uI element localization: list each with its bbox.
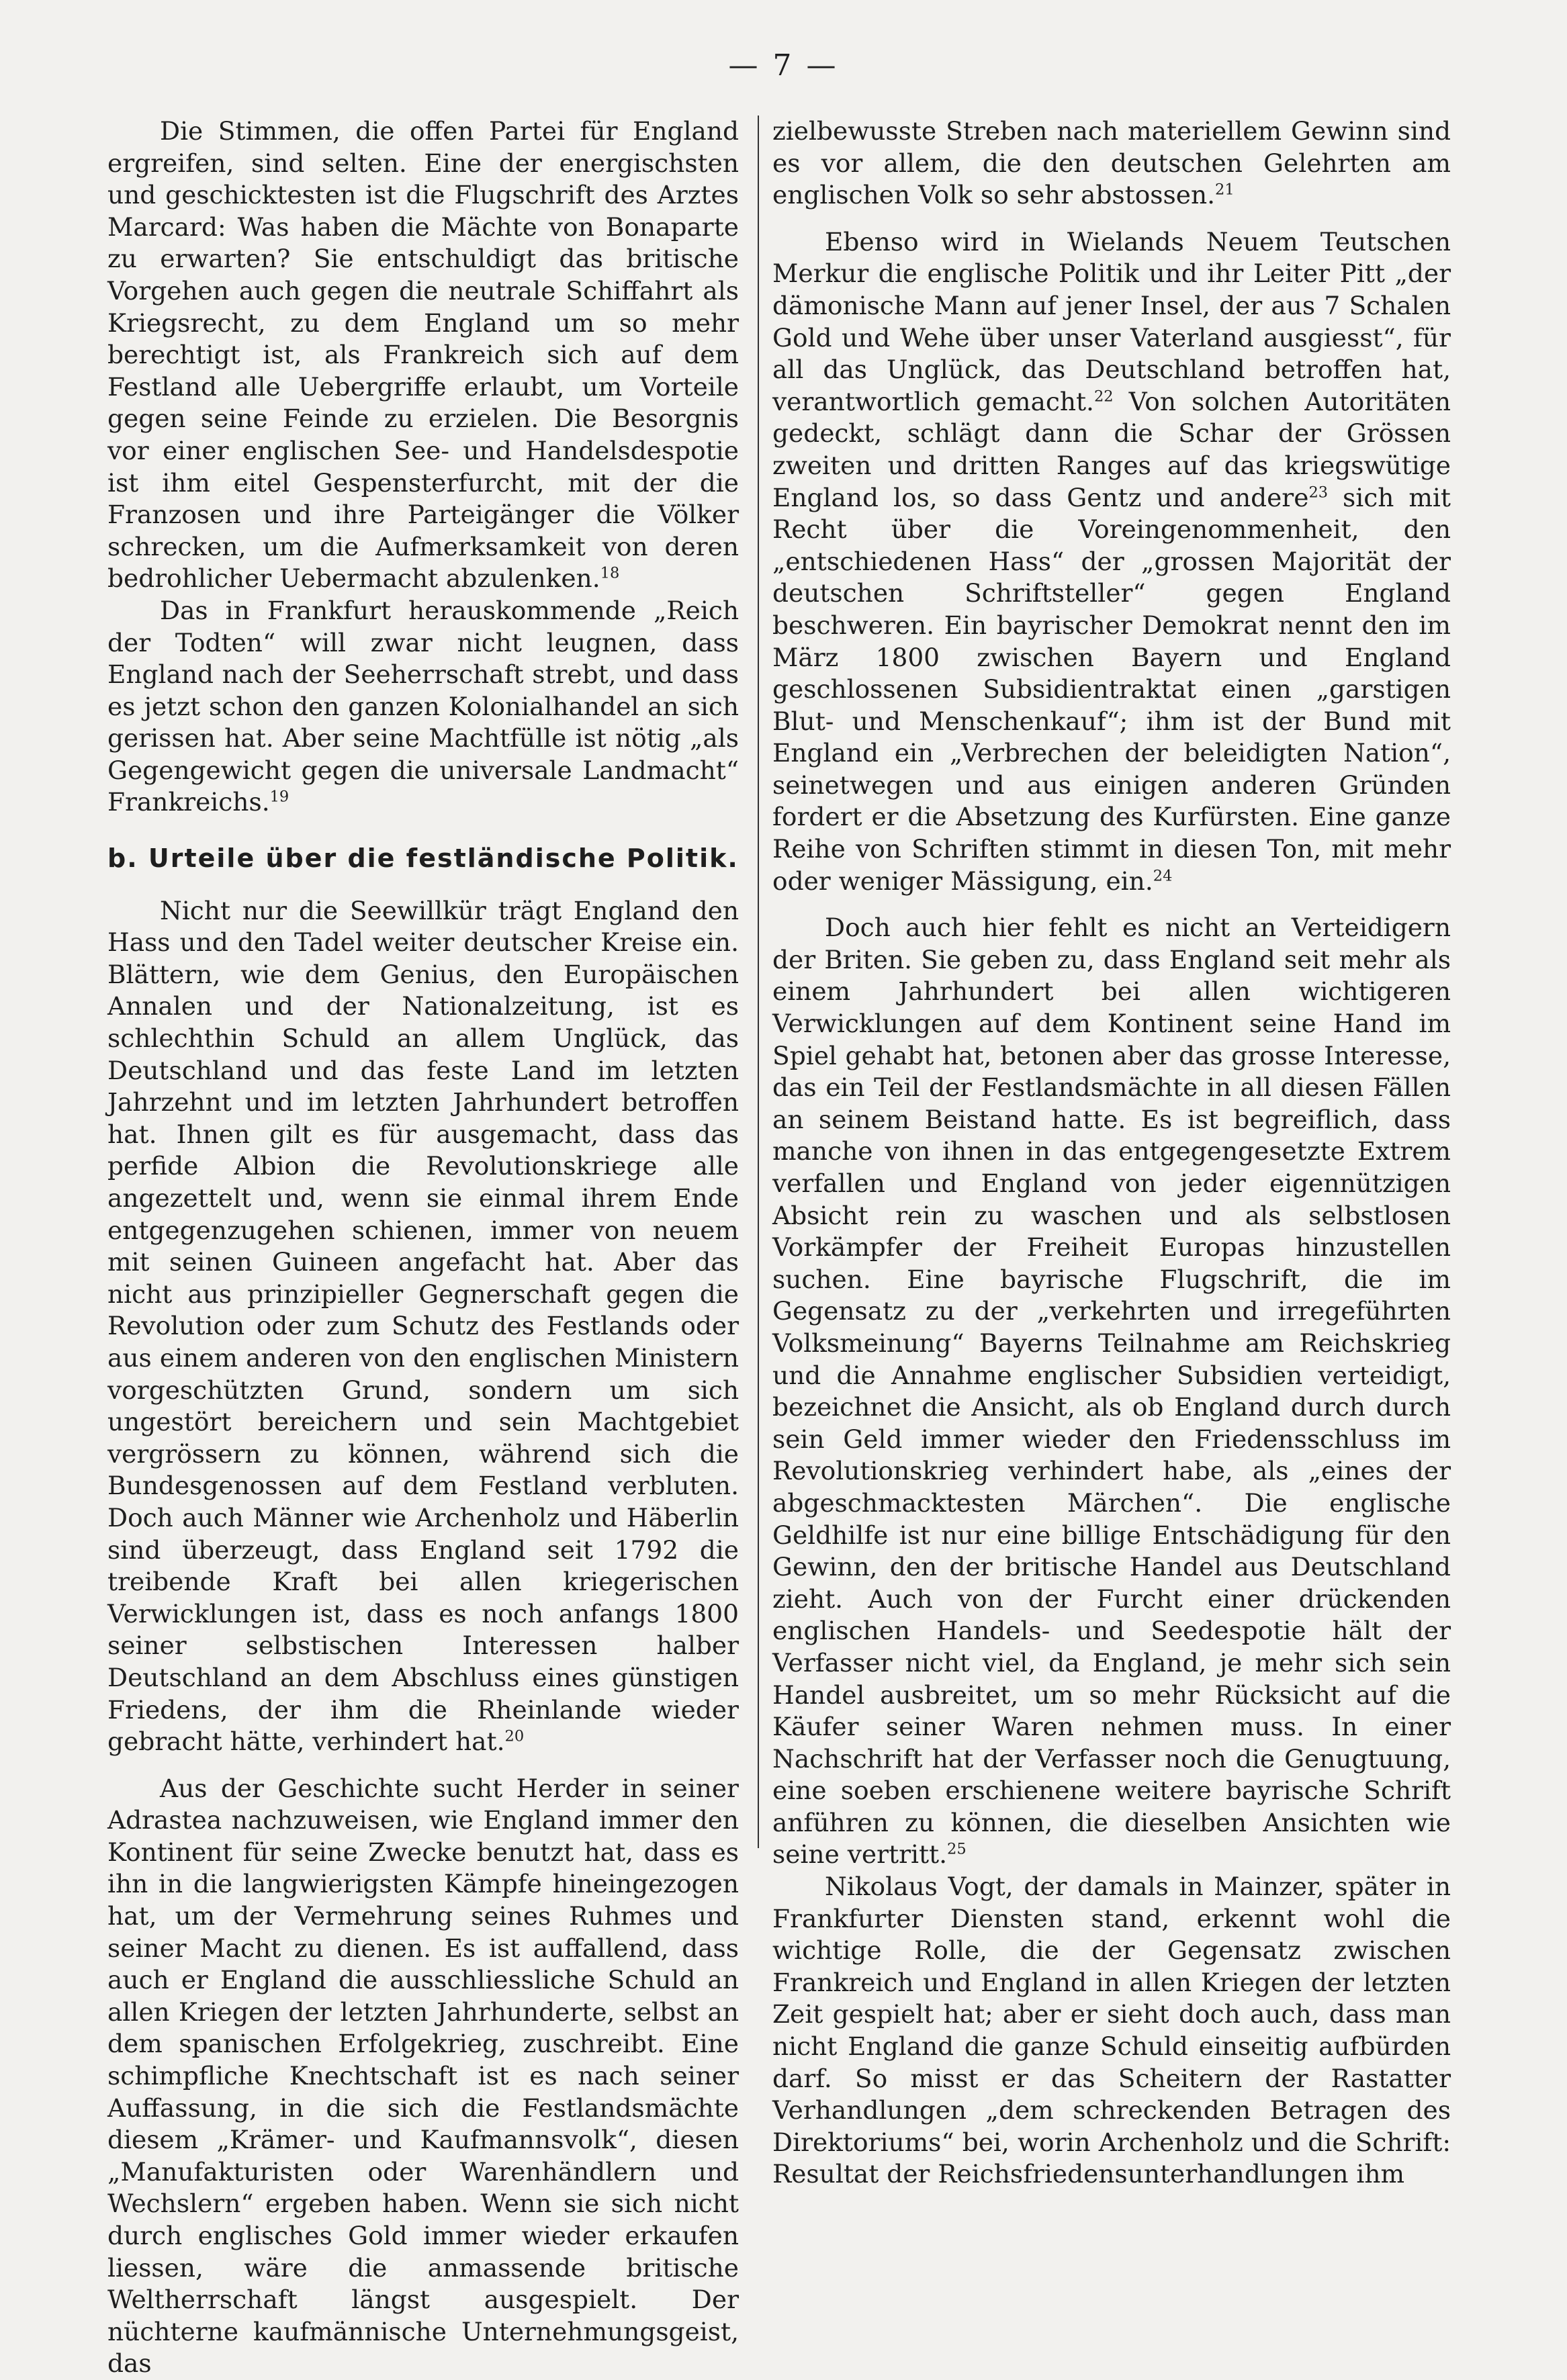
column-divider [758, 116, 759, 1848]
right-column [772, 116, 1451, 2191]
footnote-ref: 19 [269, 788, 289, 806]
section-heading: b. Urteile über die festländische Politik. [107, 843, 739, 874]
paragraph-text: Das in Frankfurt herauskommende „Reich der Todten“ will zwar nicht leugnen, dass England nach der Seeherrschaft strebt, und dass es jetzt schon den ganzen Kolonialhandel an sich gerissen hat. Aber seine Machtfülle ist nötig „als Gegengewicht gegen die universale Landmacht“ Frankreichs. [107, 595, 739, 817]
paragraph-text: Nicht nur die Seewillkür trägt England den Hass und den Tadel weiter deutscher Kreise ein. Blättern, wie dem Genius, den Europäischen Annalen und der Nationalzeitung, ist es schlechthin Schuld an allem Unglück, das Deutschland und das feste Land im letzten Jahrzehnt und im letzten Jahrhundert betroffen hat. Ihnen gilt es für ausgemacht, dass das perfide Albion die Revolutionskriege alle angezettelt und, wenn sie einmal ihrem Ende entgegenzugehen schienen, immer von neuem mit seinen Guineen angefacht hat. Aber das nicht aus prinzipieller Gegnerschaft gegen die Revolution oder zum Schutz des Festlands oder aus einem anderen von den englischen Ministern vorgeschützten Grund, sondern um sich ungestört bereichern und sein Machtgebiet vergrössern zu können, während sich die Bundesgenossen auf dem Festland verbluten. Doch auch Männer wie Archenholz und Häberlin sind überzeugt, dass England seit 1792 die treibende Kraft bei allen kriegerischen Verwicklungen ist, dass es noch anfangs 1800 seiner selbstischen Interessen halber Deutschland an dem Abschluss eines günstigen Friedens, der ihm die Rheinlande wieder gebracht hätte, verhindert hat. [107, 895, 739, 1757]
paragraph-text: sich mit Recht über die Voreingenommenheit, den „entschiedenen Hass“ der „grossen Majorität der deutschen Schriftsteller“ gegen England beschweren. Ein bayrischer Demokrat nennt den im März 1800 zwischen Bayern und England geschlossenen Subsidientraktat einen „garstigen Blut- und Menschenkauf“; ihm ist der Bund mit England ein „Verbrechen der beleidigten Nation“, seinetwegen und aus einigen anderen Gründen fordert er die Absetzung des Kurfürsten. Eine ganze Reihe von Schriften stimmt in diesen Ton, mit mehr oder weniger Mässigung, ein. [772, 482, 1451, 896]
paragraph [107, 1773, 739, 2380]
paragraph-text: zielbewusste Streben nach materiellem Gewinn sind es vor allem, die den deutschen Gelehrten am englischen Volk so sehr abstossen. [772, 116, 1451, 210]
paragraph-text: Aus der Geschichte sucht Herder in seiner Adrastea nachzuweisen, wie England immer den Kontinent für seine Zwecke benutzt hat, dass es ihn in die langwierigsten Kämpfe hineingezogen hat, um der Vermehrung seines Ruhmes und seiner Macht zu dienen. Es ist auffallend, dass auch er England die ausschliessliche Schuld an allen Kriegen der letzten Jahrhunderte, selbst an dem spanischen Erfolgekrieg, zuschreibt. Eine schimpfliche Knechtschaft ist es nach seiner Auffassung, in die sich die Festlandsmächte diesem „Krämer- und Kaufmannsvolk“, diesen „Manufakturisten oder Warenhändlern und Wechslern“ ergeben haben. Wenn sie sich nicht durch englisches Gold immer wieder erkaufen liessen, wäre die anmassende britische Weltherrschaft längst ausgespielt. Der nüchterne kaufmännische Unternehmungsgeist, das [107, 1773, 739, 2379]
paragraph [107, 116, 739, 595]
footnote-ref: 21 [1215, 181, 1235, 199]
footnote-ref: 22 [1093, 387, 1114, 406]
paragraph-text: Nikolaus Vogt, der damals in Mainzer, später in Frankfurter Diensten stand, erkennt wohl die wichtige Rolle, die der Gegensatz zwischen Frankreich und England in allen Kriegen der letzten Zeit gespielt hat; aber er sieht doch auch, dass man nicht England die ganze Schuld einseitig aufbürden darf. So misst er das Scheitern der Rastatter Verhandlungen „dem schreckenden Betragen des Direktoriums“ bei, worin Archenholz und die Schrift: Resultat der Reichsfriedensunterhandlungen ihm [772, 1872, 1451, 2189]
paragraph [772, 226, 1451, 897]
page-number: — 7 — [728, 48, 839, 83]
footnote-ref: 18 [600, 564, 620, 582]
paragraph [772, 912, 1451, 1871]
paragraph [772, 1871, 1451, 2191]
paragraph [107, 595, 739, 819]
footnote-ref: 24 [1153, 867, 1173, 885]
paragraph [772, 116, 1451, 212]
paragraph-text: Doch auch hier fehlt es nicht an Verteidigern der Briten. Sie geben zu, dass England seit mehr als einem Jahrhundert bei allen wichtigeren Verwicklungen auf dem Kontinent seine Hand im Spiel gehabt hat, betonen aber das grosse Interesse, das ein Teil der Festlandsmächte in all diesen Fällen an seinem Beistand hatte. Es ist begreiflich, dass manche von ihnen in das entgegengesetzte Extrem verfallen und England von jeder eigennützigen Absicht rein zu waschen und als selbstlosen Vorkämpfer der Freiheit Europas hinzustellen suchen. Eine bayrische Flugschrift, die im Gegensatz zu der „verkehrten und irregeführten Volksmeinung“ Bayerns Teilnahme am Reichskrieg und die Annahme englischer Subsidien verteidigt, bezeichnet die Ansicht, als ob England durch durch sein Geld immer wieder den Friedensschluss im Revolutionskrieg verhindert habe, als „eines der abgeschmacktesten Märchen“. Die englische Geldhilfe ist nur eine billige Entschädigung für den Gewinn, den der britische Handel aus Deutschland zieht. Auch von der Furcht einer drückenden englischen Handels- und Seedespotie hält der Verfasser nicht viel, da England, je mehr sich sein Handel ausbreitet, um so mehr Rücksicht auf die Käufer seiner Waren nehmen muss. In einer Nachschrift hat der Verfasser noch die Genugtuung, eine soeben erschienene weitere bayrische Schrift anführen zu können, die dieselben Ansichten wie seine vertritt. [772, 913, 1451, 1870]
paragraph-text: Von solchen Autoritäten gedeckt, schlägt dann die Schar der Grössen zweiten und dritten Ranges auf das kriegswütige England los, so dass Gentz und andere [772, 386, 1451, 512]
left-column [107, 116, 739, 2380]
paragraph-text: Ebenso wird in Wielands Neuem Teutschen Merkur die englische Politik und ihr Leiter Pitt „der dämonische Mann auf jener Insel, der aus 7 Schalen Gold und Wehe über unser Vaterland ausgiesst“, für all das Unglück, das Deutschland betroffen hat, verantwortlich gemacht. [772, 226, 1451, 416]
footnote-ref: 23 [1308, 484, 1329, 502]
paragraph [107, 895, 739, 1758]
footnote-ref: 20 [504, 1727, 525, 1745]
footnote-ref: 25 [947, 1840, 967, 1858]
paragraph-text: Die Stimmen, die offen Partei für England ergreifen, sind selten. Eine der energischsten und geschicktesten ist die Flugschrift des Arztes Marcard: Was haben die Mächte von Bonaparte zu erwarten? Sie entschuldigt das britische Vorgehen auch gegen die neutrale Schiffahrt als Kriegsrecht, zu dem England um so mehr berechtigt ist, als Frankreich sich auf dem Festland alle Uebergriffe erlaubt, um Vorteile gegen seine Feinde zu erzielen. Die Besorgnis vor einer englischen See- und Handelsdespotie ist ihm eitel Gespensterfurcht, mit der die Franzosen und ihre Parteigänger die Völker schrecken, um die Aufmerksamkeit von deren bedrohlicher Uebermacht abzulenken. [107, 116, 739, 594]
